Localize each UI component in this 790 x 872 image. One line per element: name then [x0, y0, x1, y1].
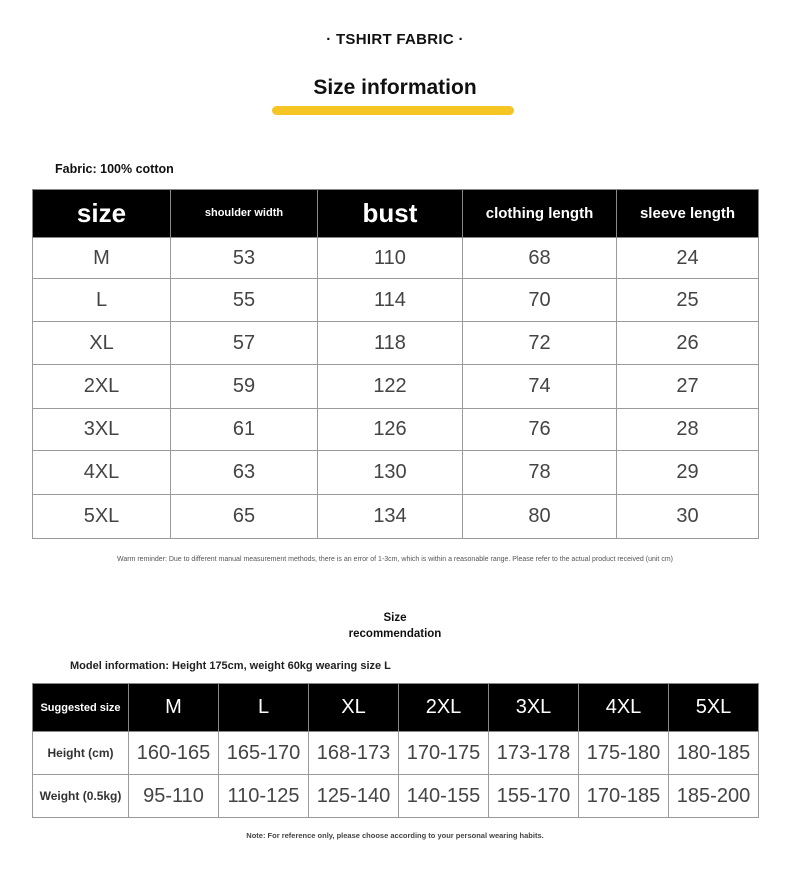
header-sleeve-length: sleeve length: [617, 190, 759, 238]
table-row-height: [33, 732, 759, 775]
cell-weight: 125-140: [309, 775, 399, 818]
table-row: [33, 365, 759, 409]
table-row-weight: [33, 775, 759, 818]
fabric-info: Fabric: 100% cotton: [55, 162, 174, 176]
cell-sleeve: 27: [617, 365, 759, 409]
recommendation-header: [33, 684, 759, 732]
page-title: Size information: [313, 76, 477, 99]
cell-bust: 126: [318, 409, 463, 451]
cell-weight: 95-110: [129, 775, 219, 818]
header-size-3xl: 3XL: [489, 684, 579, 732]
title-underline: [272, 106, 514, 115]
cell-bust: 114: [318, 279, 463, 322]
cell-shoulder: 59: [171, 365, 318, 409]
cell-height: 180-185: [669, 732, 759, 775]
table-row: [33, 238, 759, 279]
recommendation-title-line1: Size: [383, 612, 407, 624]
cell-shoulder: 61: [171, 409, 318, 451]
cell-weight: 110-125: [219, 775, 309, 818]
row-label-weight: Weight (0.5kg): [33, 775, 129, 818]
cell-sleeve: 30: [617, 495, 759, 539]
cell-size: 3XL: [33, 409, 171, 451]
size-table-header: [33, 190, 759, 238]
header-size-5xl: 5XL: [669, 684, 759, 732]
cell-height: 173-178: [489, 732, 579, 775]
cell-weight: 170-185: [579, 775, 669, 818]
cell-height: 160-165: [129, 732, 219, 775]
cell-shoulder: 65: [171, 495, 318, 539]
header-bust: bust: [318, 190, 463, 238]
cell-size: M: [33, 238, 171, 279]
cell-sleeve: 25: [617, 279, 759, 322]
cell-sleeve: 28: [617, 409, 759, 451]
cell-shoulder: 57: [171, 322, 318, 365]
cell-length: 68: [463, 238, 617, 279]
recommendation-title: [0, 610, 790, 642]
cell-length: 80: [463, 495, 617, 539]
cell-length: 74: [463, 365, 617, 409]
cell-shoulder: 55: [171, 279, 318, 322]
cell-length: 78: [463, 451, 617, 495]
table-row: [33, 409, 759, 451]
header-size-xl: XL: [309, 684, 399, 732]
cell-height: 170-175: [399, 732, 489, 775]
cell-shoulder: 63: [171, 451, 318, 495]
cell-bust: 130: [318, 451, 463, 495]
cell-bust: 122: [318, 365, 463, 409]
header-suggested-size: Suggested size: [33, 684, 129, 732]
cell-bust: 118: [318, 322, 463, 365]
cell-bust: 134: [318, 495, 463, 539]
cell-bust: 110: [318, 238, 463, 279]
cell-weight: 185-200: [669, 775, 759, 818]
cell-height: 168-173: [309, 732, 399, 775]
row-label-height: Height (cm): [33, 732, 129, 775]
cell-sleeve: 24: [617, 238, 759, 279]
header-shoulder-width: shoulder width: [171, 190, 318, 238]
warm-reminder: Warm reminder: Due to different manual measurement methods, there is an error of 1-3cm, which is within a reasonable range. Please refer to the actual product received (unit cm): [117, 556, 673, 563]
header-size-m: M: [129, 684, 219, 732]
reference-note: Note: For reference only, please choose according to your personal wearing habits.: [246, 831, 544, 840]
fabric-title: · TSHIRT FABRIC ·: [326, 31, 464, 48]
cell-size: 5XL: [33, 495, 171, 539]
cell-weight: 155-170: [489, 775, 579, 818]
header-size-4xl: 4XL: [579, 684, 669, 732]
header-size-l: L: [219, 684, 309, 732]
cell-length: 76: [463, 409, 617, 451]
cell-shoulder: 53: [171, 238, 318, 279]
recommendation-table: [32, 683, 759, 818]
table-row: [33, 322, 759, 365]
header-size: size: [33, 190, 171, 238]
cell-size: 4XL: [33, 451, 171, 495]
cell-weight: 140-155: [399, 775, 489, 818]
header-clothing-length: clothing length: [463, 190, 617, 238]
cell-height: 175-180: [579, 732, 669, 775]
cell-size: 2XL: [33, 365, 171, 409]
cell-size: XL: [33, 322, 171, 365]
table-row: [33, 279, 759, 322]
recommendation-title-line2: recommendation: [348, 628, 442, 640]
header-size-2xl: 2XL: [399, 684, 489, 732]
cell-length: 72: [463, 322, 617, 365]
cell-sleeve: 29: [617, 451, 759, 495]
cell-height: 165-170: [219, 732, 309, 775]
cell-size: L: [33, 279, 171, 322]
table-row: [33, 451, 759, 495]
cell-sleeve: 26: [617, 322, 759, 365]
table-row: [33, 495, 759, 539]
cell-length: 70: [463, 279, 617, 322]
model-info: Model information: Height 175cm, weight 60kg wearing size L: [70, 660, 391, 672]
size-table: [32, 189, 759, 539]
